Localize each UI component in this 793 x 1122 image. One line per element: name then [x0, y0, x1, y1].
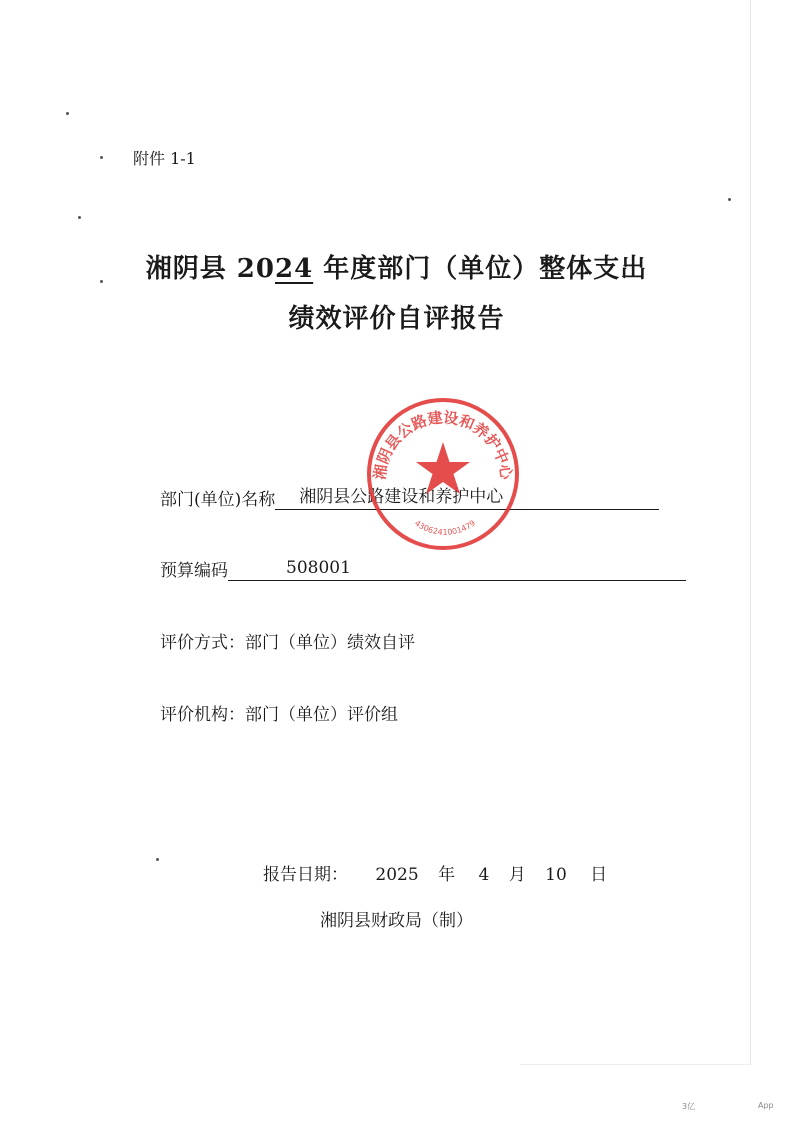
report-title-line2: 绩效评价自评报告: [288, 304, 505, 334]
evaluation-method: 评价方式：部门（单位）绩效自评: [160, 633, 415, 653]
evaluation-organization: 评价机构：部门（单位）评价组: [160, 705, 398, 725]
scan-speck: [78, 216, 81, 219]
footer-mark-left: 3亿: [682, 1102, 696, 1111]
footer-mark-right: App: [758, 1101, 774, 1110]
official-seal-stamp: [363, 394, 523, 554]
title-year-digits: 24: [274, 254, 314, 284]
report-date-year-unit: 年: [438, 865, 456, 885]
scan-speck: [728, 198, 731, 201]
title-suffix: 年度部门（单位）整体支出: [313, 254, 648, 284]
report-date-month-unit: 月: [508, 865, 526, 885]
report-date-label: 报告日期：: [263, 865, 348, 885]
budget-code-value: 508001: [228, 558, 686, 581]
title-prefix: 湘阴县 20: [145, 254, 275, 284]
budget-code-row: [160, 556, 686, 581]
department-name-label: 部门(单位)名称: [160, 490, 276, 510]
seal-number: 4306241001479: [412, 518, 478, 537]
seal-star-icon: [416, 442, 470, 494]
issuer: 湘阴县财政局（制）: [320, 911, 473, 931]
report-date-day-unit: 日: [590, 865, 608, 885]
report-title-line1: [0, 248, 793, 285]
report-date: [263, 860, 607, 885]
attachment-label: 附件 1-1: [133, 149, 196, 168]
budget-code-label: 预算编码: [160, 561, 228, 581]
report-date-month: 4: [478, 865, 490, 885]
report-date-year: 2025: [375, 865, 419, 885]
report-date-day: 10: [545, 865, 567, 885]
seal-text: 湘阴县公路建设和养护中心: [370, 408, 516, 481]
department-name-value: 湘阴县公路建设和养护中心: [275, 482, 659, 510]
svg-text:4306241001479: [413, 519, 477, 537]
scan-edge-bottom: [520, 1064, 750, 1065]
scan-speck: [66, 112, 69, 115]
scan-speck: [156, 858, 159, 861]
scan-speck: [100, 156, 103, 159]
